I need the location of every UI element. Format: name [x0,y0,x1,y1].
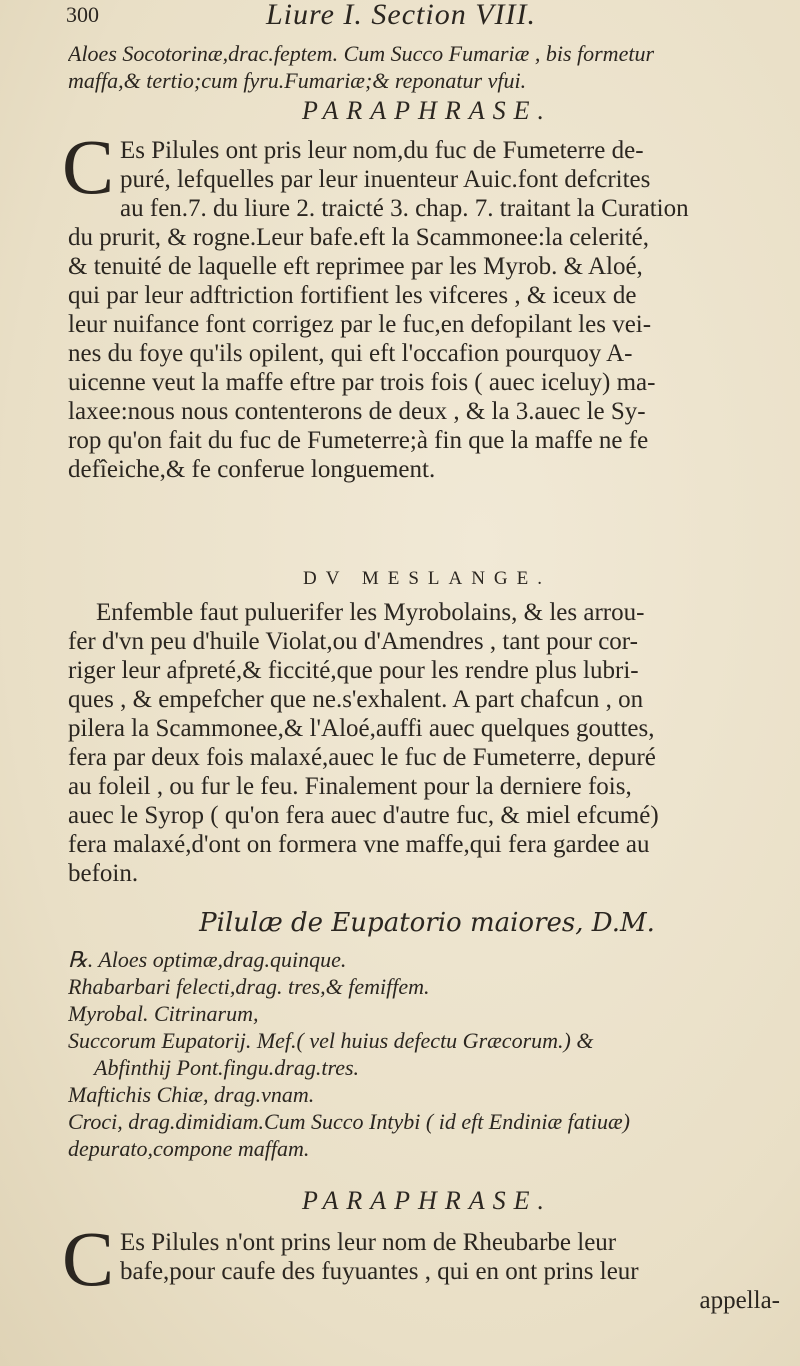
text-line: nes du foye qu'ils opilent, qui eft l'occafion pourquoy A- [68,340,633,367]
text-line: laxee:nous nous contenterons de deux , & la 3.auec le Sy- [68,398,646,425]
page-number: 300 [66,2,99,27]
paraphrase-2 [62,1215,786,1315]
text-line: rop qu'on fait du fuc de Fumeterre;à fin que la maffe ne fe [68,427,649,454]
text-line: pilera la Scammonee,& l'Aloé,auffi auec quelques gouttes, [68,715,655,742]
text-line: appella- [699,1287,780,1314]
text-line: au fen.7. du liure 2. traicté 3. chap. 7. traitant la Curation [120,195,689,222]
text-line: auec le Syrop ( qu'on fera auec d'autre fuc, & miel efcumé) [68,802,659,829]
text-line: Maftichis Chiæ, drag.vnam. [68,1082,315,1107]
text-line: Myrobal. Citrinarum, [68,1001,259,1026]
text-line: fera malaxé,d'ont on formera vne maffe,qui fera gardee au [68,831,650,858]
recipe-eupatorio-title: Pilulæ de Eupatorio maiores, D.M. [199,908,655,938]
recipe-eupatorio [68,946,786,1162]
text-line: Aloes Socotorinæ,drac.feptem. Cum Succo Fumariæ , bis formetur [68,41,655,66]
text-line: uicenne veut la maffe eftre par trois fois ( auec iceluy) ma- [68,369,656,396]
text-line: du prurit, & rogne.Leur bafe.eft la Scammonee:la celerité, [68,224,649,251]
text-line: Rhabarbari felecti,drag. tres,& femiffem. [68,974,430,999]
recipe-aloes [68,40,786,94]
text-line: Es Pilules ont pris leur nom,du fuc de Fumeterre de- [120,137,644,164]
text-line: defîeiche,& fe conferue longuement. [68,456,436,483]
text-line: depurato,compone maffam. [68,1136,310,1161]
text-line: & tenuité de laquelle eft reprimee par les Myrob. & Aloé, [68,253,643,280]
text-line: Abfinthij Pont.fingu.drag.tres. [94,1055,360,1080]
text-line: fera par deux fois malaxé,auec le fuc de Fumeterre, depuré [68,744,656,771]
text-line: befoin. [68,860,139,887]
text-line: ques , & empefcher que ne.s'exhalent. A part chafcun , on [68,686,644,713]
text-line: Enfemble faut puluerifer les Myrobolains, & les arrou- [96,599,645,626]
paraphrase-1 [62,123,786,484]
text-line: riger leur afpreté,& ficcité,que pour les rendre plus lubri- [68,657,639,684]
text-line: Es Pilules n'ont prins leur nom de Rheubarbe leur [120,1229,617,1256]
melange-heading: DV MESLANGE. [302,568,552,589]
paraphrase-heading-2: PARAPHRASE. [302,1186,552,1215]
text-line: puré, lefquelles par leur inuenteur Auic.font defcrites [120,166,651,193]
paraphrase-heading-1: PARAPHRASE. [302,96,552,125]
drop-cap: C [62,123,115,210]
text-line: au foleil , ou fur le feu. Finalement pour la derniere fois, [68,773,632,800]
drop-cap: C [62,1215,115,1302]
text-line: Croci, drag.dimidiam.Cum Succo Intybi ( id eft Endiniæ fatiuæ) [68,1109,630,1134]
running-header [66,2,780,34]
text-line: bafe,pour caufe des fuyuantes , qui en ont prins leur [120,1258,639,1285]
text-line: maffa,& tertio;cum fyru.Fumariæ;& reponatur vfui. [68,68,527,93]
text-line: Succorum Eupatorij. Mef.( vel huius defectu Græcorum.) & [68,1028,594,1053]
melange-text [68,598,786,888]
running-title: Liure I. Section VIII. [266,0,536,31]
text-line: ℞. Aloes optimæ,drag.quinque. [68,947,347,972]
text-line: qui par leur adftriction fortifient les vifceres , & iceux de [68,282,637,309]
text-line: fer d'vn peu d'huile Violat,ou d'Amendres , tant pour cor- [68,628,638,655]
text-line: leur nuifance font corrigez par le fuc,en defopilant les vei- [68,311,652,338]
